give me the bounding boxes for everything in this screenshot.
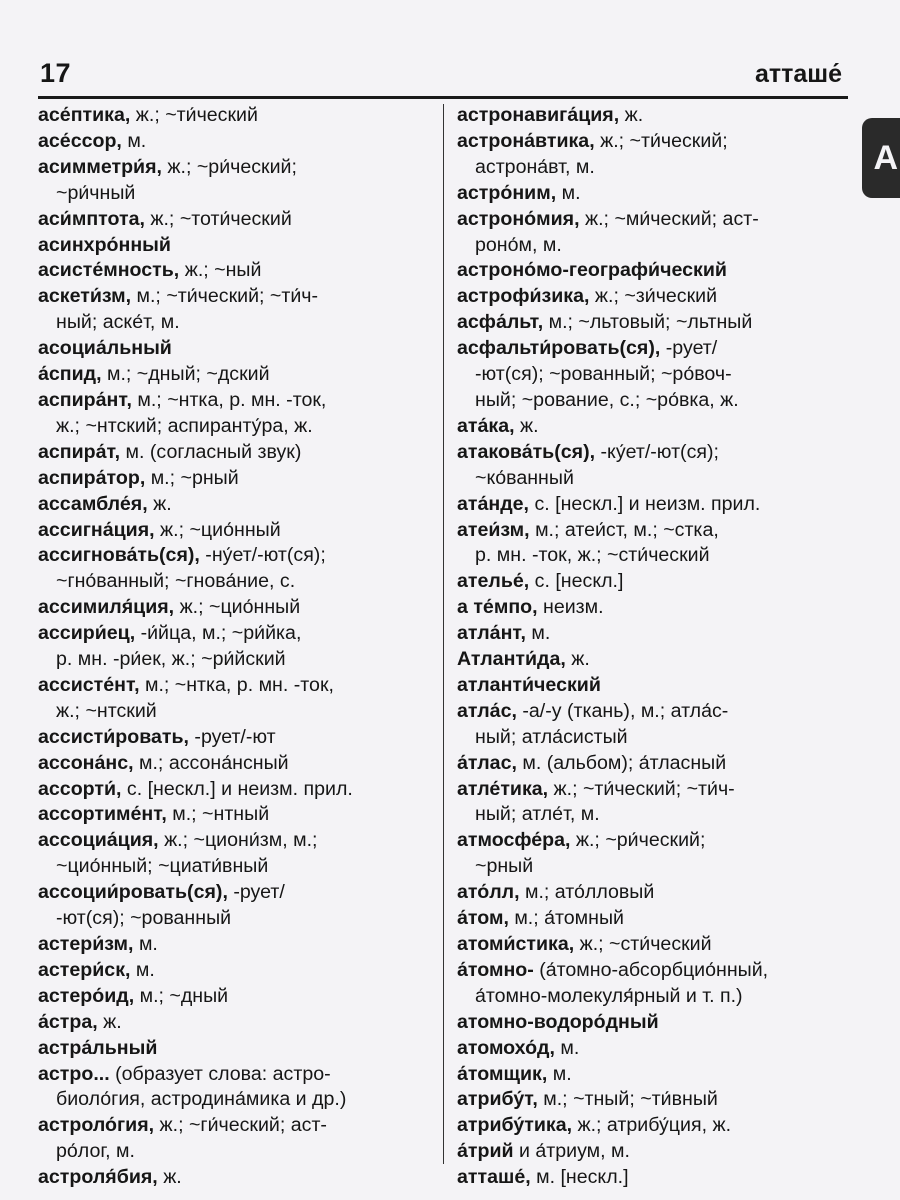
entry-definition: ж. bbox=[514, 414, 539, 437]
entry-definition: ж.; ~ный bbox=[179, 259, 262, 282]
entry-definition: -ну́ет/-ют(ся); bbox=[199, 544, 326, 567]
entry-continuation: -ют(ся); ~рованный bbox=[56, 907, 232, 930]
entry-definition: м. (согласный звук) bbox=[120, 440, 302, 463]
entry-headword: атланти́ческий bbox=[457, 673, 601, 696]
entry-headword: асоциа́льный bbox=[38, 337, 172, 360]
entry-definition: м.; ~дный; ~дский bbox=[101, 363, 270, 386]
entry-headword: атле́тика, bbox=[457, 777, 549, 800]
entry-continuation: ~рный bbox=[475, 855, 534, 878]
entry-headword: атоми́стика, bbox=[457, 933, 575, 955]
dictionary-entry bbox=[457, 673, 845, 699]
entry-definition: ж.; ~сти́ческий bbox=[574, 933, 712, 955]
dictionary-entry bbox=[38, 828, 418, 880]
dictionary-entry bbox=[38, 751, 418, 777]
entry-headword: а те́мпо, bbox=[457, 596, 538, 619]
entry-continuation: ~ко́ванный bbox=[475, 466, 574, 489]
entry-definition: м.; ~льтовый; ~льтный bbox=[543, 311, 753, 334]
dictionary-entry bbox=[457, 129, 845, 181]
entry-headword: ассигнова́ть(ся), bbox=[38, 544, 200, 567]
entry-headword: астроля́бия, bbox=[38, 1166, 158, 1189]
entry-continuation: роно́м, м. bbox=[475, 233, 562, 256]
entry-headword: асе́птика, bbox=[38, 104, 131, 126]
dictionary-entry bbox=[457, 310, 845, 336]
entry-headword: астро́ним, bbox=[457, 181, 557, 204]
entry-definition: м.; ~дный bbox=[134, 984, 229, 1007]
entry-headword: ассисте́нт, bbox=[38, 673, 140, 696]
dictionary-entry bbox=[457, 388, 845, 414]
entry-continuation: ный; атле́т, м. bbox=[475, 803, 600, 826]
entry-definition: ж.; атрибу́ция, ж. bbox=[572, 1114, 732, 1137]
entry-headword: а́том, bbox=[457, 907, 509, 930]
entry-headword: астроно́мия, bbox=[457, 207, 580, 230]
entry-definition: -ку́ет/-ют(ся); bbox=[595, 440, 719, 463]
dictionary-entry bbox=[38, 1036, 418, 1062]
entry-headword: ассона́нс, bbox=[38, 751, 134, 774]
entry-definition: ж.; ~ри́ческий; bbox=[570, 829, 706, 852]
dictionary-entry bbox=[38, 233, 418, 259]
entry-definition: м. bbox=[133, 933, 158, 955]
dictionary-entry bbox=[457, 258, 845, 284]
entry-headword: асфальти́ровать(ся), bbox=[457, 337, 661, 360]
dictionary-entry bbox=[457, 1036, 845, 1062]
dictionary-entry bbox=[457, 569, 845, 595]
entry-headword: аскети́зм, bbox=[38, 285, 132, 308]
dictionary-entry bbox=[457, 880, 845, 906]
entry-definition: м.; ~нтный bbox=[166, 803, 270, 826]
entry-headword: атрибу́т, bbox=[457, 1088, 538, 1111]
entry-headword: а́спид, bbox=[38, 363, 102, 386]
dictionary-entry bbox=[38, 388, 418, 440]
dictionary-entry bbox=[457, 906, 845, 932]
entry-headword: астра́льный bbox=[38, 1036, 158, 1059]
entry-definition: (а́томно-абсорбцио́нный, bbox=[533, 958, 769, 981]
entry-definition: м. bbox=[547, 1062, 572, 1085]
entry-continuation: ж.; ~нтский; аспиранту́ра, ж. bbox=[56, 414, 313, 437]
entry-definition: м.; ~нтка, р. мн. -ток, bbox=[131, 388, 327, 411]
entry-headword: астро... bbox=[38, 1062, 110, 1085]
entry-headword: астери́ск, bbox=[38, 958, 131, 981]
entry-headword: ассортиме́нт, bbox=[38, 803, 167, 826]
entry-definition: ж.; ~ги́ческий; аст- bbox=[154, 1114, 327, 1137]
dictionary-entry bbox=[457, 958, 845, 1010]
entry-headword: ато́лл, bbox=[457, 881, 520, 904]
dictionary-entry bbox=[38, 103, 418, 129]
entry-continuation: -ют(ся); ~рованный; ~ро́воч- bbox=[475, 363, 732, 386]
right-column bbox=[457, 103, 845, 1191]
entry-definition: -рует/-ют bbox=[188, 725, 276, 748]
entry-definition: ж.; ~ти́ческий; ~ти́ч- bbox=[548, 777, 735, 800]
dictionary-entry bbox=[38, 284, 418, 336]
dictionary-entry bbox=[457, 621, 845, 647]
entry-continuation: ро́лог, м. bbox=[56, 1140, 135, 1163]
dictionary-entry bbox=[457, 647, 845, 673]
dictionary-entry bbox=[457, 1010, 845, 1036]
dictionary-entry bbox=[38, 725, 418, 751]
dictionary-entry bbox=[457, 492, 845, 518]
entry-headword: ателье́, bbox=[457, 570, 530, 593]
thumb-index-tab bbox=[862, 118, 900, 198]
entry-definition: ж. bbox=[97, 1010, 122, 1033]
left-column bbox=[38, 103, 418, 1191]
entry-headword: асе́ссор, bbox=[38, 129, 122, 152]
entry-headword: атла́нт, bbox=[457, 622, 526, 645]
entry-definition: м. bbox=[525, 622, 551, 645]
entry-headword: атеи́зм, bbox=[457, 518, 530, 541]
dictionary-entry bbox=[38, 802, 418, 828]
entry-headword: астроно́мо-географи́ческий bbox=[457, 259, 727, 282]
dictionary-entry bbox=[457, 1139, 845, 1165]
entry-continuation: ный; ~рование, с.; ~ро́вка, ж. bbox=[475, 388, 739, 411]
dictionary-entry bbox=[457, 932, 845, 958]
entry-continuation: ный; атла́систый bbox=[475, 725, 628, 748]
entry-continuation: ~ри́чный bbox=[56, 181, 136, 204]
entry-continuation: а́томно-молекуля́рный и т. п.) bbox=[475, 984, 743, 1007]
dictionary-entry bbox=[457, 414, 845, 440]
dictionary-entry bbox=[457, 1165, 845, 1191]
entry-continuation: ж.; ~нтский bbox=[56, 699, 157, 722]
entry-headword: а́стра, bbox=[38, 1010, 98, 1033]
entry-definition: с. [нескл.] и неизм. прил. bbox=[529, 492, 761, 515]
entry-continuation: биоло́гия, астродина́мика и др.) bbox=[56, 1088, 347, 1111]
dictionary-entry bbox=[38, 621, 418, 673]
running-head: атташе́ bbox=[754, 60, 842, 88]
dictionary-entry bbox=[38, 258, 418, 284]
entry-definition: ж.; ~ми́ческий; аст- bbox=[579, 207, 759, 230]
entry-headword: а́томщик, bbox=[457, 1062, 548, 1085]
dictionary-entry bbox=[38, 543, 418, 595]
dictionary-entry bbox=[457, 181, 845, 207]
entry-headword: ассорти́, bbox=[38, 777, 122, 800]
entry-headword: ата́ка, bbox=[457, 414, 515, 437]
entry-definition: ж. bbox=[565, 648, 590, 671]
entry-definition: ж.; ~ри́ческий; bbox=[161, 155, 297, 178]
dictionary-entry bbox=[457, 1062, 845, 1088]
dictionary-entry bbox=[457, 103, 845, 129]
entry-headword: атмосфе́ра, bbox=[457, 829, 571, 852]
dictionary-entry bbox=[38, 492, 418, 518]
entry-headword: аспира́нт, bbox=[38, 388, 132, 411]
entry-continuation: ~цио́нный; ~циати́вный bbox=[56, 855, 269, 878]
entry-headword: астери́зм, bbox=[38, 933, 134, 955]
entry-definition: м.; атеи́ст, м.; ~стка, bbox=[529, 518, 719, 541]
dictionary-entry bbox=[38, 155, 418, 207]
entry-definition: м.; а́томный bbox=[508, 907, 625, 930]
entry-definition: ж.; ~зи́ческий bbox=[589, 285, 718, 308]
entry-headword: а́томно- bbox=[457, 958, 534, 981]
entry-headword: асинхро́нный bbox=[38, 233, 171, 256]
entry-definition: ж. bbox=[157, 1166, 182, 1189]
entry-headword: ассамбле́я, bbox=[38, 492, 148, 515]
dictionary-entry bbox=[38, 362, 418, 388]
entry-headword: ассири́ец, bbox=[38, 622, 136, 645]
entry-definition: м.; ~тный; ~ти́вный bbox=[537, 1088, 718, 1111]
entry-headword: а́трий bbox=[457, 1140, 514, 1163]
dictionary-entry bbox=[38, 1062, 418, 1114]
entry-headword: ата́нде, bbox=[457, 492, 530, 515]
dictionary-entry bbox=[38, 1113, 418, 1165]
dictionary-entry bbox=[38, 1010, 418, 1036]
entry-definition: -рует/ bbox=[660, 337, 718, 360]
thumb-letter: А bbox=[873, 138, 898, 177]
entry-headword: атомно-водоро́дный bbox=[457, 1010, 659, 1033]
entry-headword: аспира́тор, bbox=[38, 466, 146, 489]
entry-definition: ж.; ~ти́ческий bbox=[130, 104, 258, 126]
entry-definition: м. bbox=[554, 1036, 580, 1059]
entry-definition: ж.; ~ти́ческий; bbox=[594, 129, 728, 152]
dictionary-entry bbox=[457, 595, 845, 621]
entry-definition: с. [нескл.] и неизм. прил. bbox=[121, 777, 353, 800]
entry-continuation: астрона́вт, м. bbox=[475, 155, 595, 178]
dictionary-entry bbox=[457, 1087, 845, 1113]
entry-definition: ж. bbox=[147, 492, 172, 515]
entry-headword: асисте́мность, bbox=[38, 259, 180, 282]
dictionary-entry bbox=[38, 880, 418, 932]
entry-headword: ассимиля́ция, bbox=[38, 596, 175, 619]
entry-definition: неизм. bbox=[537, 596, 604, 619]
dictionary-entry bbox=[38, 129, 418, 155]
entry-continuation: р. мн. -ток, ж.; ~сти́ческий bbox=[475, 544, 710, 567]
dictionary-entry bbox=[38, 1165, 418, 1191]
header-rule bbox=[38, 96, 848, 99]
dictionary-entry bbox=[38, 984, 418, 1010]
dictionary-entry bbox=[38, 958, 418, 984]
dictionary-entry bbox=[457, 699, 845, 751]
entry-continuation: р. мн. -ри́ек, ж.; ~ри́йский bbox=[56, 648, 286, 671]
entry-headword: аси́мптота, bbox=[38, 207, 145, 230]
page-number: 17 bbox=[40, 58, 72, 88]
entry-headword: ассисти́ровать, bbox=[38, 725, 189, 748]
entry-headword: а́тлас, bbox=[457, 751, 517, 774]
entry-definition: м.; ~нтка, р. мн. -ток, bbox=[139, 673, 334, 696]
dictionary-entry bbox=[38, 466, 418, 492]
entry-headword: ассоции́ровать(ся), bbox=[38, 881, 228, 904]
entry-definition: ж.; ~циони́зм, м.; bbox=[158, 829, 318, 852]
entry-definition: м.; ато́лловый bbox=[519, 881, 655, 904]
entry-definition: м. (альбом); а́тласный bbox=[516, 751, 727, 774]
entry-headword: астронавига́ция, bbox=[457, 104, 620, 126]
entry-headword: атакова́ть(ся), bbox=[457, 440, 596, 463]
entry-definition: ж.; ~цио́нный bbox=[154, 518, 281, 541]
entry-headword: астроло́гия, bbox=[38, 1114, 155, 1137]
entry-headword: асфа́льт, bbox=[457, 311, 544, 334]
dictionary-entry bbox=[38, 518, 418, 544]
entry-headword: атла́с, bbox=[457, 699, 517, 722]
dictionary-entry bbox=[38, 777, 418, 803]
entry-definition: -и́йца, м.; ~ри́йка, bbox=[135, 622, 302, 645]
dictionary-entry bbox=[457, 336, 845, 388]
entry-definition: (образует слова: астро- bbox=[109, 1062, 331, 1085]
entry-headword: атомохо́д, bbox=[457, 1036, 555, 1059]
entry-definition: м.; ~рный bbox=[145, 466, 239, 489]
entry-headword: астрофи́зика, bbox=[457, 285, 590, 308]
entry-continuation: ный; аске́т, м. bbox=[56, 311, 180, 334]
entry-headword: ассоциа́ция, bbox=[38, 829, 159, 852]
entry-definition: -рует/ bbox=[227, 881, 285, 904]
entry-definition: м. [нескл.] bbox=[530, 1166, 629, 1189]
entry-definition: м. bbox=[130, 958, 155, 981]
entry-headword: астрона́втика, bbox=[457, 129, 595, 152]
entry-definition: ж.; ~цио́нный bbox=[174, 596, 301, 619]
entry-headword: асимметри́я, bbox=[38, 155, 162, 178]
dictionary-entry bbox=[457, 1113, 845, 1139]
entry-definition: м. bbox=[121, 129, 147, 152]
entry-continuation: ~гно́ванный; ~гнова́ние, с. bbox=[56, 570, 296, 593]
entry-definition: и а́триум, м. bbox=[513, 1140, 630, 1163]
entry-definition: м. bbox=[556, 181, 581, 204]
entry-headword: Атланти́да, bbox=[457, 648, 566, 671]
dictionary-entry bbox=[38, 932, 418, 958]
entry-headword: атташе́, bbox=[457, 1166, 531, 1189]
entry-definition: м.; ассона́нсный bbox=[133, 751, 289, 774]
entry-headword: астеро́ид, bbox=[38, 984, 135, 1007]
entry-definition: м.; ~ти́ческий; ~ти́ч- bbox=[131, 285, 319, 308]
dictionary-entry bbox=[457, 440, 845, 492]
entry-definition: -а/-у (ткань), м.; атла́с- bbox=[516, 699, 729, 722]
dictionary-entry bbox=[38, 336, 418, 362]
entry-headword: аспира́т, bbox=[38, 440, 121, 463]
dictionary-entry bbox=[38, 440, 418, 466]
dictionary-entry bbox=[38, 595, 418, 621]
entry-definition: ж. bbox=[619, 104, 644, 126]
entry-headword: ассигна́ция, bbox=[38, 518, 155, 541]
column-divider bbox=[443, 104, 444, 1164]
dictionary-entry bbox=[457, 828, 845, 880]
dictionary-entry bbox=[457, 207, 845, 259]
entry-headword: атрибу́тика, bbox=[457, 1114, 573, 1137]
dictionary-entry bbox=[38, 207, 418, 233]
dictionary-entry bbox=[38, 673, 418, 725]
entry-definition: с. [нескл.] bbox=[529, 570, 624, 593]
dictionary-entry bbox=[457, 777, 845, 829]
dictionary-entry bbox=[457, 751, 845, 777]
dictionary-entry bbox=[457, 284, 845, 310]
entry-definition: ж.; ~тоти́ческий bbox=[144, 207, 292, 230]
dictionary-entry bbox=[457, 518, 845, 570]
